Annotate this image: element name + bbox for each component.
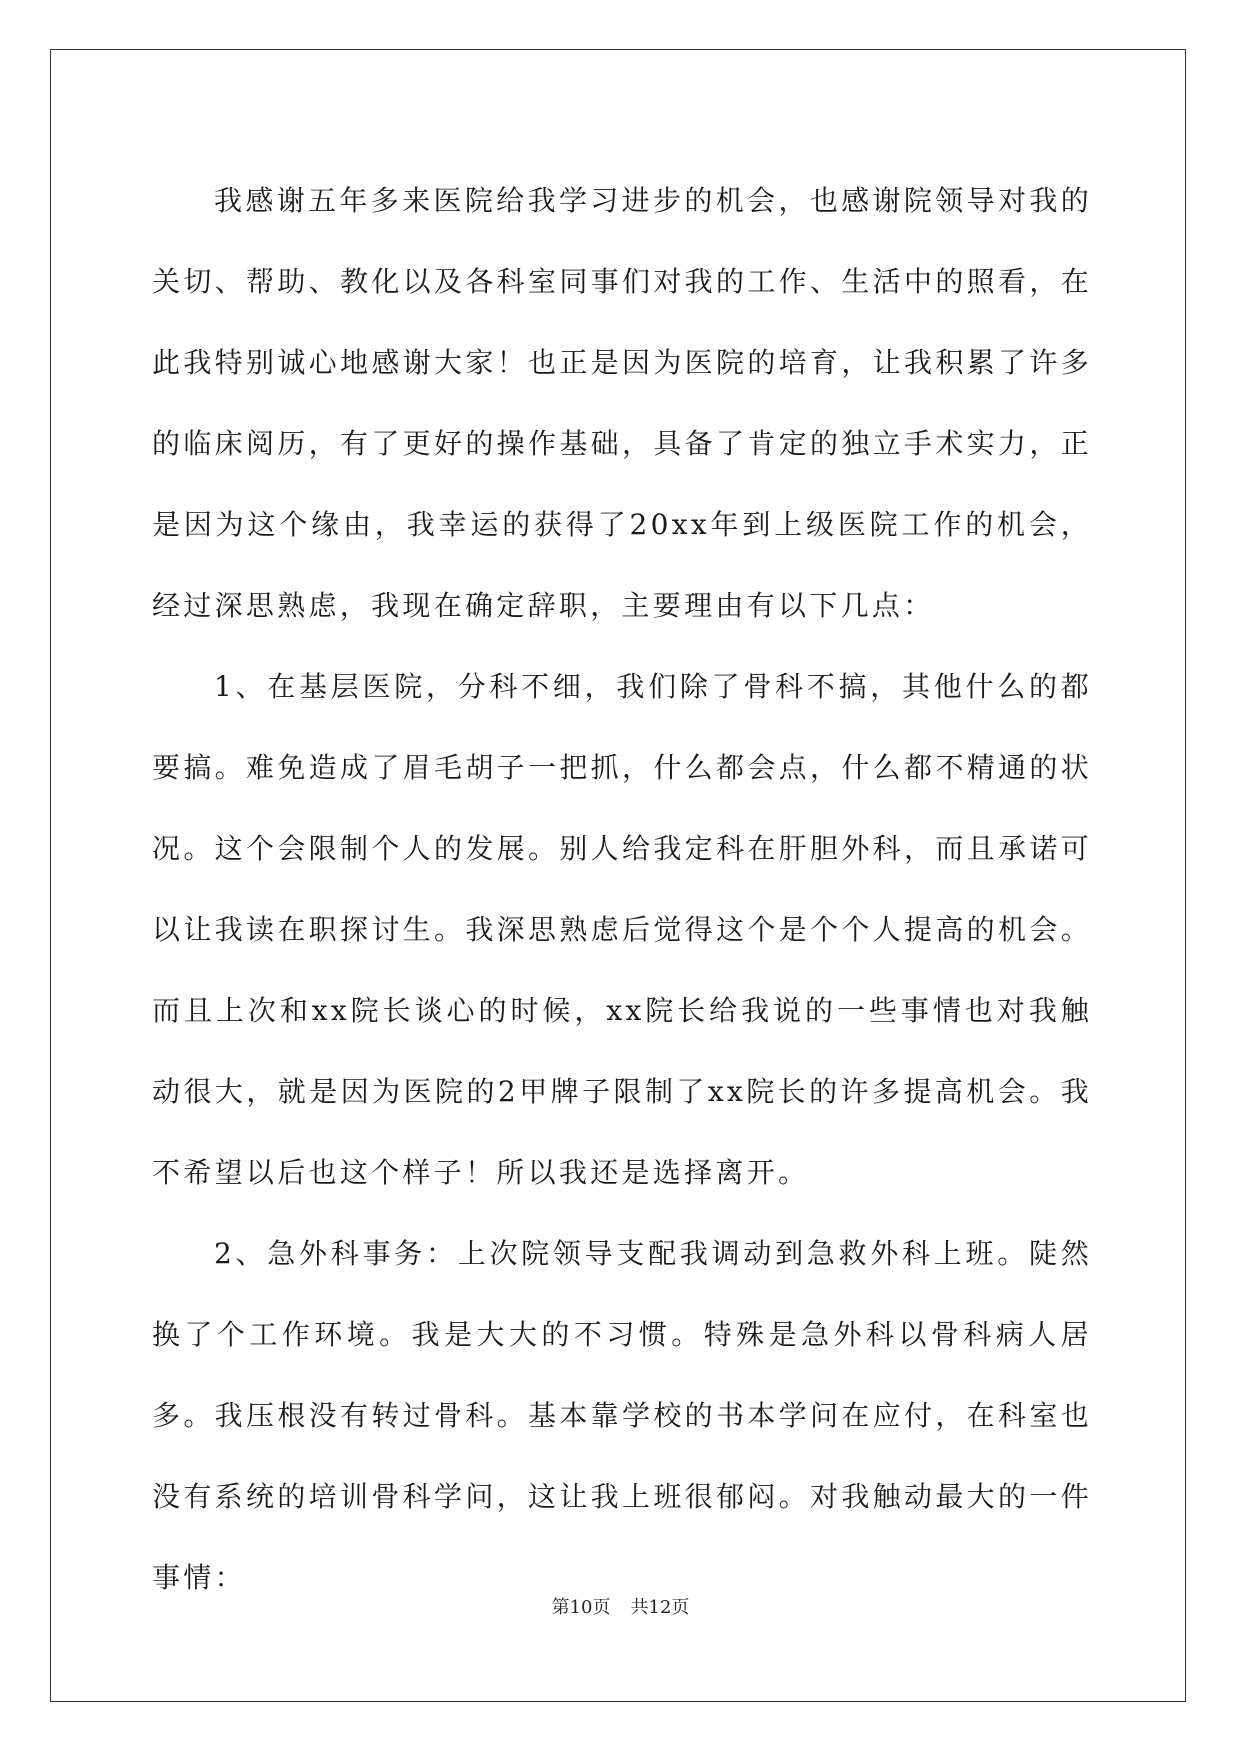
- current-page-number: 第10页: [551, 1597, 611, 1618]
- page-footer: [0, 1593, 1241, 1619]
- document-body: [152, 160, 1092, 1618]
- paragraph: 2、急外科事务：上次院领导支配我调动到急救外科上班。陡然换了个工作环境。我是大大的不习惯。特殊是急外科以骨科病人居多。我压根没有转过骨科。基本靠学校的书本学问在应付，在科室也没有系统的培训骨科学问，这让我上班很郁闷。对我触动最大的一件事情：: [152, 1237, 1092, 1594]
- paragraph: 我感谢五年多来医院给我学习进步的机会，也感谢院领导对我的关切、帮助、教化以及各科室同事们对我的工作、生活中的照看，在此我特别诚心地感谢大家！也正是因为医院的培育，让我积累了许多的临床阅历，有了更好的操作基础，具备了肯定的独立手术实力，正是因为这个缘由，我幸运的获得了20xx年到上级医院工作的机会，经过深思熟虑，我现在确定辞职，主要理由有以下几点：: [152, 184, 1092, 622]
- total-page-count: 共12页: [630, 1597, 690, 1618]
- paragraph: 1、在基层医院，分科不细，我们除了骨科不搞，其他什么的都要搞。难免造成了眉毛胡子一把抓，什么都会点，什么都不精通的状况。这个会限制个人的发展。别人给我定科在肝胆外科，而且承诺可以让我读在职探讨生。我深思熟虑后觉得这个是个个人提高的机会。而且上次和xx院长谈心的时候，xx院长给我说的一些事情也对我触动很大，就是因为医院的2甲牌子限制了xx院长的许多提高机会。我不希望以后也这个样子！所以我还是选择离开。: [152, 670, 1092, 1189]
